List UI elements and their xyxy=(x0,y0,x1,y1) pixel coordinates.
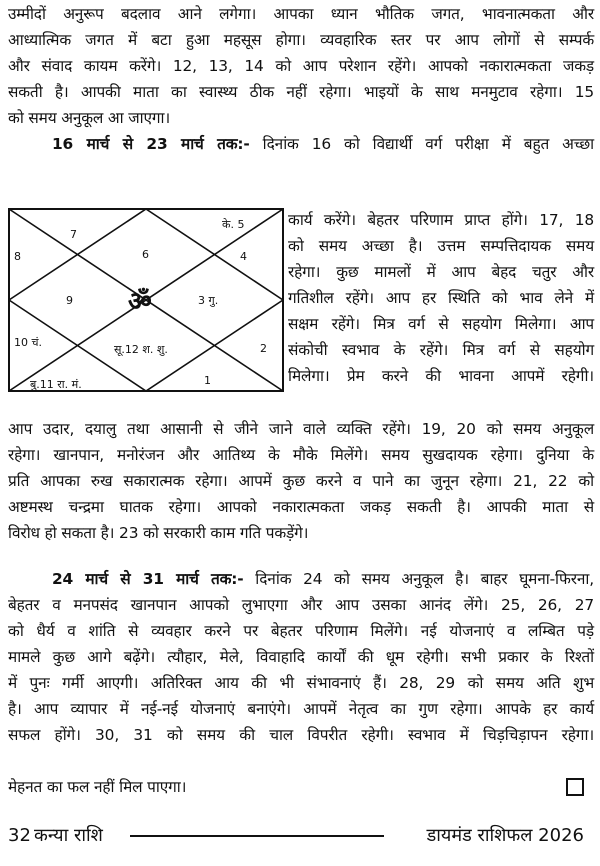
paragraph-line: है। आप व्यापार में नई-नई योजनाएं बनाएंगे। आपमें नेतृत्व का गुण रहेगा। आपके हर कार्य xyxy=(8,700,594,718)
paragraph-line: संकोची स्वभाव के रहेंगे। मित्र वर्ग से सहयोग xyxy=(288,341,594,359)
paragraph-line: आप उदार, दयालु तथा आसानी से जीने जाने वाले व्यक्ति रहेंगे। 19, 20 को समय अनुकूल xyxy=(8,420,594,438)
paragraph-line: को समय अच्छा है। उत्तम सम्पत्तिदायक समय xyxy=(288,237,594,255)
paragraph-line: विरोध हो सकता है। 23 को सरकारी काम गति पकड़ेंगे। xyxy=(8,524,309,542)
paragraph-line: में पुनः गर्मी आएगी। अतिरिक्त आय की भी संभावनाएं हैं। 28, 29 को समय अति शुभ xyxy=(8,674,594,692)
paragraph-line: उम्मीदों अनुरूप बदलाव आने लगेगा। आपका ध्यान भौतिक जगत, भावनात्मकता और xyxy=(8,5,594,23)
chart-house-5: के. 5 xyxy=(222,218,245,231)
chart-house-8: 8 xyxy=(14,250,21,263)
paragraph-line: मिलेगा। प्रेम करने की भावना आपमें रहेगी। xyxy=(288,367,594,385)
page-footer xyxy=(8,822,594,850)
chart-house-2: 2 xyxy=(260,342,267,355)
paragraph-line: बेहतर व मनपसंद खानपान आपको लुभाएगा और आप उसका आनंद लेंगे। 25, 26, 27 xyxy=(8,596,594,614)
paragraph-line: अष्टमस्थ चन्द्रमा घातक रहेगा। आपको नकारात्मकता जकड़ सकती है। आपकी माता से xyxy=(8,498,594,516)
section-title: कन्या राशि xyxy=(34,825,103,846)
paragraph-line: रहेगा। कुछ मामलों में आप बेहद चतुर और xyxy=(288,263,594,281)
paragraph-line: सकती है। आपकी माता का स्वास्थ्य ठीक नहीं रहेगा। भाइयों के साथ मनमुटाव रहेगा। 15 xyxy=(8,83,594,101)
paragraph-line: सफल होंगे। 30, 31 को समय की चाल विपरीत रहेगी। स्वभाव में चिड़चिड़ापन रहेगा। xyxy=(8,726,594,744)
section-line xyxy=(52,569,594,589)
horoscope-chart xyxy=(8,208,284,392)
section-text: दिनांक 24 को समय अनुकूल है। बाहर घूमना-फिरना, xyxy=(243,570,594,588)
paragraph-line: रहेगा। खानपान, मनोरंजन और आतिथ्य के मौके मिलेंगे। समय सुखदायक रहेगा। दुनिया के xyxy=(8,446,594,464)
paragraph-line: को धैर्य व शांति से व्यवहार करने पर बेहतर परिणाम मिलेंगे। नई योजनाएं व लम्बित पड़े xyxy=(8,622,594,640)
section-text: दिनांक 16 को विद्यार्थी वर्ग परीक्षा में बहुत अच्छा xyxy=(249,135,594,153)
paragraph-line: सक्षम रहेंगे। मित्र वर्ग से सहयोग मिलेगा। आप xyxy=(288,315,594,333)
chart-house-6: 6 xyxy=(142,248,149,261)
chart-house-12: सू.12 श. शु. xyxy=(114,343,168,356)
chart-house-3: 3 गु. xyxy=(198,294,219,307)
om-symbol: ॐ xyxy=(128,287,152,317)
book-title: डायमंड राशिफल 2026 xyxy=(426,825,584,846)
page-number: 32 xyxy=(8,825,31,846)
paragraph-line: गतिशील रहेंगे। आप हर स्थिति को भाव लेने में xyxy=(288,289,594,307)
paragraph-line: मामले कुछ आगे बढ़ेंगे। त्यौहार, मेले, विवाहादि कार्यों की धूम रहेगी। सभी प्रकार के रिश्तों xyxy=(8,648,594,666)
chart-house-11: बु.11 रा. मं. xyxy=(30,378,82,391)
paragraph-line: मेहनत का फल नहीं मिल पाएगा। xyxy=(8,778,187,796)
paragraph-line: को समय अनुकूल आ जाएगा। xyxy=(8,109,171,127)
chart-house-7: 7 xyxy=(70,228,77,241)
chart-house-10: 10 चं. xyxy=(14,336,42,349)
section-line xyxy=(52,134,594,154)
paragraph-line: कार्य करेंगे। बेहतर परिणाम प्राप्त होंगे। 17, 18 xyxy=(288,211,594,229)
end-mark-icon xyxy=(566,778,584,796)
paragraph-line: प्रति आपका रुख सकारात्मक रहेगा। आपमें कुछ करने व पाने का जुनून रहेगा। 21, 22 को xyxy=(8,472,594,490)
paragraph-line: और संवाद कायम करेंगे। 12, 13, 14 को आप परेशान रहेंगे। आपको नकारात्मकता जकड़ xyxy=(8,57,594,75)
chart-house-9: 9 xyxy=(66,294,73,307)
footer-rule xyxy=(130,835,384,837)
paragraph-line: आध्यात्मिक जगत में बटा हुआ महसूस होगा। व्यवहारिक स्तर पर आप लोगों से सम्पर्क xyxy=(8,31,594,49)
chart-house-4: 4 xyxy=(240,250,247,263)
chart-house-1: 1 xyxy=(204,374,211,387)
section-heading: 24 मार्च से 31 मार्च तक:- xyxy=(52,570,244,588)
section-heading: 16 मार्च से 23 मार्च तक:- xyxy=(52,135,250,153)
